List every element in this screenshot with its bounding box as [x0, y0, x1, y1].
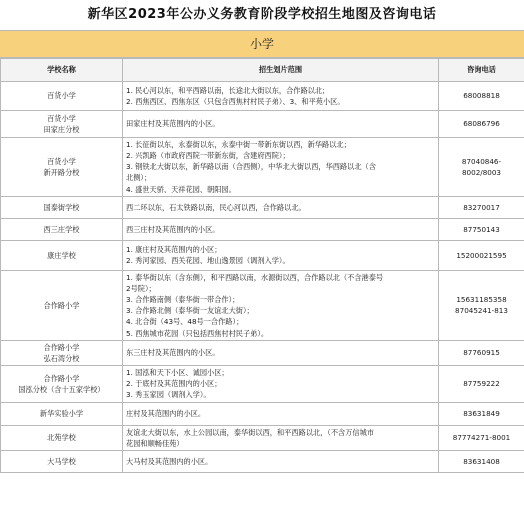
table-row	[1, 111, 524, 138]
phone-number: 68086796	[463, 119, 500, 129]
phone-cell	[439, 450, 524, 472]
school-name-text: 国泰街学校	[43, 202, 80, 212]
enrollment-range-cell	[123, 450, 439, 472]
header-phone: 咨询电话	[439, 59, 524, 82]
table-row	[1, 138, 524, 197]
table-row	[1, 402, 524, 425]
range-line: 1. 民心河以东，和平西路以南，长途北大街以东，合作路以北；	[126, 85, 330, 95]
phone-cell	[439, 425, 524, 450]
phone-number: 87750143	[463, 224, 500, 234]
table-row	[1, 240, 524, 270]
school-name-text: 北苑学校	[47, 433, 76, 443]
table-row	[1, 196, 524, 218]
phone-number: 68008818	[463, 91, 500, 101]
range-line: 3. 秀玉家园（调剂入学）。	[126, 390, 211, 400]
phone-cell	[439, 240, 524, 270]
range-line: 1. 长征街以东，永泰街以东，永泰中街一带新东街以西，新华路以北；	[126, 140, 351, 149]
range-line: 西三庄村及其范围内的小区。	[126, 224, 220, 234]
phone-number: 15631185358	[456, 295, 507, 305]
phone-number: 87045241-813	[455, 306, 508, 316]
phone-number: 87760915	[463, 348, 500, 358]
school-name-cell	[1, 240, 123, 270]
range-line: 4. 盛世天骄、天祥花园、朝阳园。	[126, 184, 236, 194]
range-line: 2. 于底村及其范围内的小区；	[126, 379, 222, 389]
school-name-text: 合作路小学	[43, 373, 80, 383]
table-row	[1, 425, 524, 450]
phone-cell	[439, 218, 524, 240]
range-line: 2. 秀河家园、西关花园、地山逸景园（调剂入学）。	[126, 256, 290, 266]
phone-cell	[439, 111, 524, 138]
enrollment-range-cell	[123, 138, 439, 197]
phone-number: 15200021595	[456, 250, 507, 260]
phone-cell	[439, 402, 524, 425]
school-name-text: 国泓分校（含十五家学校）	[18, 384, 105, 394]
school-name-cell	[1, 340, 123, 365]
phone-cell	[439, 340, 524, 365]
header-school-name: 学校名称	[1, 59, 123, 82]
enrollment-range-cell	[123, 111, 439, 138]
range-line: 西二环以东，石太铁路以南，民心河以西，合作路以北。	[126, 202, 306, 212]
table-row	[1, 366, 524, 402]
enrollment-range-cell	[123, 240, 439, 270]
school-name-cell	[1, 270, 123, 340]
table-body	[1, 82, 524, 473]
school-name-cell	[1, 196, 123, 218]
enrollment-range-cell	[123, 196, 439, 218]
table-row	[1, 218, 524, 240]
table-row	[1, 340, 524, 365]
table-header-row	[1, 59, 524, 82]
enrollment-range-cell	[123, 340, 439, 365]
range-line: 田家庄村及其范围内的小区。	[126, 119, 220, 129]
range-line: 1. 泰华街以东（含东侧），和平西路以南，水源街以西，合作路以北（不含港泰号	[126, 272, 384, 282]
phone-number: 83631408	[463, 456, 500, 466]
school-name-text: 康庄学校	[47, 250, 76, 260]
school-name-text: 百货小学	[47, 91, 76, 101]
phone-number: 83631849	[463, 408, 500, 418]
range-line: 东三庄村及其范围内的小区。	[126, 348, 220, 358]
range-line: 北侧）；	[126, 173, 152, 183]
range-line: 2. 西焦西区、西焦东区（只包含西焦村村民子弟）、3、和平苑小区。	[126, 97, 345, 106]
range-line: 2号院）；	[126, 283, 156, 293]
phone-number: 83270017	[463, 202, 500, 212]
range-line: 5. 西焦城市花园（只包括西焦村村民子弟）。	[126, 328, 269, 338]
phone-number: 8002/8003	[461, 167, 501, 177]
range-line: 友谊北大街以东，水上公园以南，泰华街以西，和平西路以北，（不含万信城市	[126, 427, 374, 437]
school-name-text: 合作路小学	[43, 300, 80, 310]
phone-number: 87040846-	[461, 156, 502, 166]
school-name-cell	[1, 82, 123, 111]
enrollment-range-cell	[123, 366, 439, 402]
enrollment-range-cell	[123, 425, 439, 450]
phone-cell	[439, 366, 524, 402]
school-name-cell	[1, 366, 123, 402]
range-line: 3. 合作路北侧（泰华街一友谊北大街）；	[126, 306, 254, 316]
phone-cell	[439, 196, 524, 218]
range-line: 3. 合作路南侧（泰华街一带合作）；	[126, 295, 240, 305]
range-line: 2. 兴凯路（市政府西院一带新东街，含建府西院）；	[126, 151, 290, 161]
school-name-cell	[1, 450, 123, 472]
range-line: 庄村及其范围内的小区。	[126, 408, 206, 418]
school-name-cell	[1, 111, 123, 138]
phone-cell	[439, 138, 524, 197]
school-name-text: 弘石湾分校	[43, 353, 80, 363]
school-name-cell	[1, 402, 123, 425]
phone-cell	[439, 82, 524, 111]
range-line: 1. 国泓和天下小区、诚园小区；	[126, 368, 229, 378]
range-line: 大马村及其范围内的小区。	[126, 456, 213, 466]
range-line: 3. 钢铁北大街以东，新华路以南（合西侧），中华北大街以西，华西路以北（含	[126, 162, 376, 172]
enrollment-range-cell	[123, 218, 439, 240]
school-name-cell	[1, 425, 123, 450]
school-name-text: 田家庄分校	[43, 125, 80, 134]
phone-cell	[439, 270, 524, 340]
school-name-text: 百货小学	[47, 156, 76, 166]
table-row	[1, 450, 524, 472]
school-name-text: 百货小学	[47, 113, 76, 123]
page-title: 新华区2023年公办义务教育阶段学校招生地图及咨询电话	[87, 7, 437, 22]
enrollment-range-cell	[123, 402, 439, 425]
school-name-text: 合作路小学	[43, 342, 80, 352]
phone-number: 87774271-8001	[452, 433, 511, 443]
table-row	[1, 82, 524, 111]
school-name-cell	[1, 218, 123, 240]
range-line: 4. 北合街（43号、48号一合作路）；	[126, 317, 244, 327]
school-name-text: 大马学校	[47, 456, 76, 466]
header-enrollment-range: 招生划片范围	[123, 59, 439, 82]
range-line: 花园和顺畅佳苑）	[126, 438, 184, 448]
enrollment-table	[0, 58, 524, 473]
school-name-text: 新开路分校	[43, 167, 80, 177]
enrollment-range-cell	[123, 270, 439, 340]
table-row	[1, 270, 524, 340]
school-name-text: 新华实验小学	[39, 408, 84, 418]
range-line: 1. 康庄村及其范围内的小区；	[126, 245, 222, 255]
school-name-text: 西三庄学校	[43, 224, 80, 234]
phone-number: 87759222	[463, 379, 500, 389]
enrollment-range-cell	[123, 82, 439, 111]
section-level-label: 小学	[0, 30, 524, 58]
school-name-cell	[1, 138, 123, 197]
